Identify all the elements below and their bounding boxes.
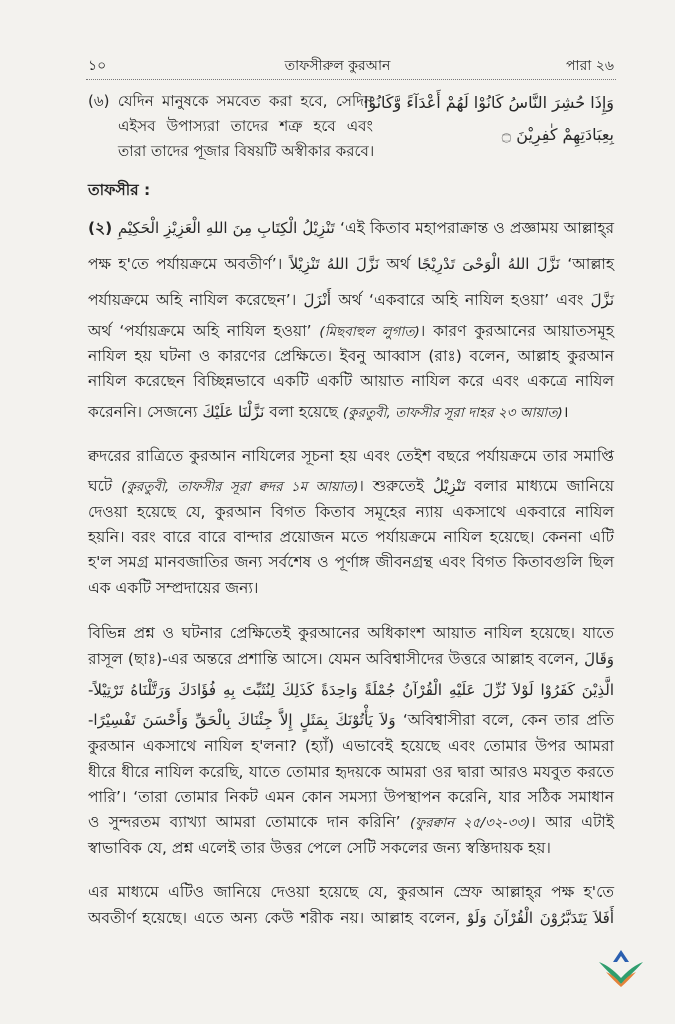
text-line (88, 400, 614, 424)
text-segment: ‘অবিশ্বাসীরা বলে, কেন তার প্রতি (395, 711, 614, 729)
text-segment: রাসূল (ছাঃ)-এর অন্তরে প্রশান্তি আসে। যেমন অবিশ্বাসীদের উত্তরে আল্লাহ বলেন, (88, 650, 585, 668)
text-segment: ধীরে ধীরে নাযিল করেছি, যাতে তোমার হৃদয়কে আমরা ওর দ্বারা আরও মযবুত করতে (88, 763, 614, 781)
text-line (88, 810, 614, 834)
page-number: ১০ (88, 58, 107, 74)
text-line (88, 216, 614, 240)
arabic-quote: نَزَّلَ اللهُ الْوَحْىَ تَدْرِيْجًا (417, 255, 560, 273)
text-line (88, 252, 614, 276)
text-line (88, 734, 614, 758)
text-line (88, 708, 614, 732)
arabic-quote: نَزَّلَ اللهُ تَنْزِيْلاً (289, 255, 380, 273)
text-segment: বলার মাধ্যমে জানিয়ে (465, 477, 614, 495)
arabic-quote: أَنْزَلَ (303, 291, 332, 309)
text-segment: স্বাভাবিক যে, প্রশ্ন এলেই তার উত্তর পেলে সেটি সকলের জন্য স্বস্তিদায়ক হয়। (88, 839, 551, 857)
text-segment: পক্ষ হ'তে পর্যায়ক্রমে অবতীর্ণ’। (88, 255, 290, 273)
text-segment: ঘটে (88, 477, 122, 495)
text-segment: অর্থ ‘একবারে অহি নাযিল হওয়া’ এবং (331, 291, 591, 309)
citation: (ফুরক্বান ২৫/৩২-৩৩) (409, 815, 531, 831)
text-segment: ও সুন্দরতম ব্যাখ্যা আমরা তোমাকে দান করিনি’ (88, 813, 410, 831)
text-line (88, 550, 614, 574)
text-segment: হ'ল সমগ্র মানবজাতির জন্য সর্বশেষ ও পূর্ণাঙ্গ জীবনগ্রন্থ এবং বিগত কিতাবগুলি ছিল (88, 553, 614, 571)
text-line (88, 880, 614, 904)
verse-arabic-line: بِعِبَادَتِهِمْ كٰفِرِيْنَ ۝ (501, 125, 614, 144)
text-line (88, 525, 614, 549)
text-segment: দেওয়া হয়েছে যে, কুরআন বিগত কিতাব সমূহের ন্যায় একসাথে একবারে নাযিল (88, 503, 614, 521)
para-label: পারা ২৬ (566, 58, 614, 74)
verse-translation-line: তারা তাদের পূজার বিষয়টি অস্বীকার করবে। (118, 142, 375, 160)
text-segment: (২) (88, 219, 118, 237)
arabic-quote: وَقَالَ (584, 650, 614, 668)
text-segment: হয়নি। বরং বারে বারে বান্দার প্রয়োজন মতে পর্যায়ক্রমে নাযিল হয়েছে। কেননা এটি (88, 528, 614, 546)
text-line (88, 369, 614, 393)
verse-translation-line: (৬) যেদিন মানুষকে সমবেত করা হবে, সেদিন (88, 92, 373, 110)
arabic-quote: تَنْزِيْلُ الْكِتَابِ مِنَ اللهِ الْعَزِيْزِ الْحَكِيْمِ (117, 219, 335, 237)
text-line (88, 647, 614, 671)
publisher-logo-icon (596, 948, 646, 988)
text-line (88, 785, 614, 809)
text-line (88, 474, 614, 498)
running-title: তাফসীরুল কুরআন (284, 58, 391, 74)
text-segment: পর্যায়ক্রমে অহি নাযিল করেছেন’। (88, 291, 304, 309)
text-segment: ‘এই কিতাব মহাপরাক্রান্ত ও প্রজ্ঞাময় আল্লাহ্‌র (334, 219, 614, 237)
text-segment: করেননি। সেজন্যে (88, 403, 203, 421)
citation: (কুরতুবী, তাফসীর সূরা দাহর ২৩ আয়াত) (342, 405, 563, 421)
text-line (88, 621, 614, 645)
header-divider (86, 79, 616, 80)
text-line (88, 760, 614, 784)
text-segment: বিভিন্ন প্রশ্ন ও ঘটনার প্রেক্ষিতেই কুরআনের অধিকাংশ আয়াত নাযিল হয়েছে। যাতে (88, 624, 614, 642)
text-segment: ক্বদরের রাত্রিতে কুরআন নাযিলের সূচনা হয় এবং তেইশ বছরে পর্যায়ক্রমে তার সমাপ্তি (88, 447, 614, 465)
text-segment: নাযিল করেছেন বিচ্ছিন্নভাবে একটি একটি আয়াত নাযিল করে এবং একত্রে নাযিল (88, 372, 614, 390)
text-segment: কুরআন একসাথে নাযিল হ'লনা? (হ্যাঁ) এভাবেই হয়েছে এবং তোমার উপর আমরা (88, 737, 614, 755)
text-segment: বলা হয়েছে (264, 403, 343, 421)
verse-translation-line: এইসব উপাস্যরা তাদের শত্রু হবে এবং (118, 117, 373, 135)
text-segment: এক একটি সম্প্রদায়ের জন্য। (88, 579, 259, 597)
text-segment: এর মাধ্যমে এটিও জানিয়ে দেওয়া হয়েছে যে, কুরআন স্রেফ আল্লাহ্‌র পক্ষ হ'তে (88, 883, 614, 901)
text-line (88, 678, 614, 702)
tafsir-heading: তাফসীর : (88, 181, 151, 199)
text-line (88, 836, 614, 860)
text-line (88, 288, 614, 312)
text-segment: ‘আল্লাহ (559, 255, 614, 273)
text-line (88, 576, 614, 600)
text-segment: নাযিল হয় ঘটনা ও কারণের প্রেক্ষিতে। ইবনু আব্বাস (রাঃ) বলেন, আল্লাহ কুরআন (88, 347, 614, 365)
text-line (88, 906, 614, 930)
verse-arabic-line: وَإِذَا حُشِرَ النَّاسُ كَانُوْا لَهُمْ أَعْدَآءً وَّكَانُوْا (363, 93, 614, 112)
citation: (মিছবাহুল লুগাত) (319, 324, 420, 340)
arabic-quote: الَّذِيْنَ كَفَرُوْا لَوْلاَ نُزِّلَ عَلَيْهِ الْقُرْآنُ جُمْلَةً وَاحِدَةً كَذَلِكَ لِنُثَبِّتَ بِهِ فُؤَادَكَ وَرَتَّلْنَاهُ تَرْتِيْلاً- (88, 681, 614, 699)
arabic-quote: أَفَلاَ يَتَدَبَّرُوْنَ الْقُرْآنَ وَلَوْ (467, 909, 614, 927)
arabic-quote: وَلاَ يَأْتُوْنَكَ بِمَثَلٍ إِلاَّ جِئْنَاكَ بِالْحَقِّ وَأَحْسَنَ تَفْسِيْرًا- (88, 711, 396, 729)
text-line (88, 500, 614, 524)
text-line (88, 344, 614, 368)
text-segment: অর্থ (379, 255, 418, 273)
text-segment: পারি’। ‘তারা তোমার নিকট এমন কোন সমস্যা উপস্থাপন করেনি, যার সঠিক সমাধান (88, 788, 614, 806)
citation: (কুরতুবী, তাফসীর সূরা ক্বদর ১ম আয়াত) (121, 479, 359, 495)
text-segment: । শুরুতেই (358, 477, 433, 495)
arabic-quote: نَزَّلْنَا عَلَيْكَ (202, 403, 265, 421)
text-line (88, 444, 614, 468)
text-segment: । আর এটাই (530, 813, 614, 831)
text-segment: । (562, 403, 569, 421)
text-segment: অবতীর্ণ হয়েছে। এতে অন্য কেউ শরীক নয়। আল্লাহ বলেন, (88, 909, 468, 927)
arabic-quote: تَنْزِيْلُ (432, 477, 466, 495)
text-line (88, 319, 614, 343)
text-segment: । কারণ কুরআনের আয়াতসমূহ (419, 322, 614, 340)
arabic-quote: نَزَّلَ (590, 291, 615, 309)
text-segment: অর্থ ‘পর্যায়ক্রমে অহি নাযিল হওয়া’ (88, 322, 320, 340)
